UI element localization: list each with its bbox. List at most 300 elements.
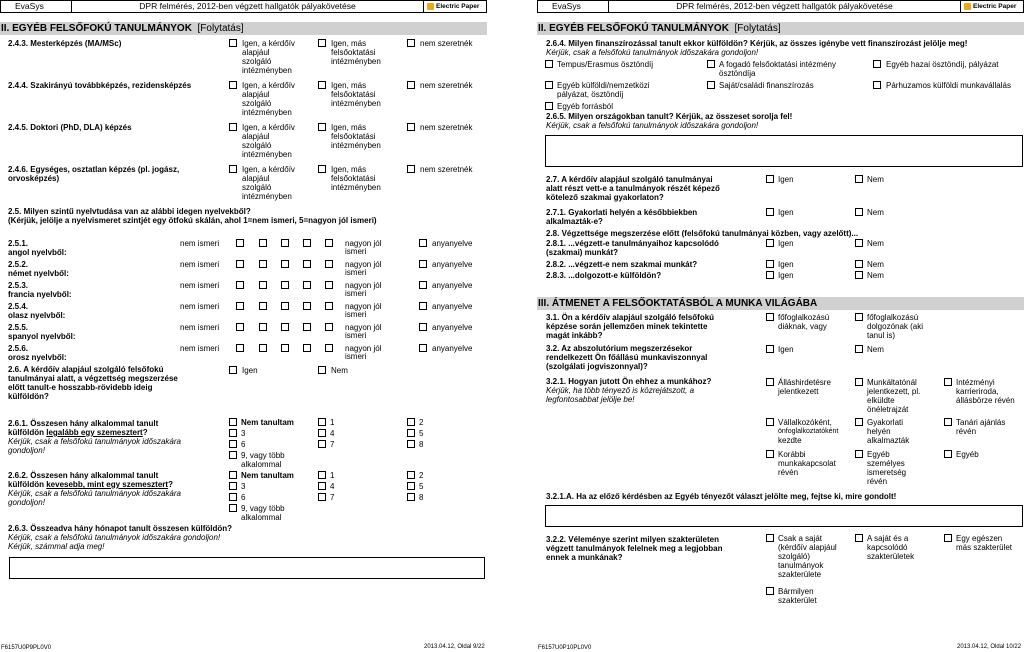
checkbox-prefer-not[interactable] [407,123,415,131]
checkbox-how-h2[interactable] [855,378,863,386]
count-option-label: 5 [419,429,424,438]
scale-checkbox[interactable] [303,260,311,268]
checkbox-how-h5[interactable] [855,418,863,426]
question-3-2-2-label-line2: végzett tanulmányok felelnek meg a legjobban [546,544,723,553]
option-label: Egyéb külföldi/nemzetközi [557,81,650,90]
scale-high-label-line2: ismeri [345,247,367,256]
electric-paper-logo-icon [427,3,434,10]
question-2-7-1-label: 2.7.1. Gyakorlati helyén a későbbiekben [546,208,698,217]
option-label-line2: pályázat, ösztöndíj [557,90,624,99]
native-label: anyanyelve [432,239,473,248]
native-label: anyanyelve [432,344,473,353]
option-label: Bármilyen [778,587,814,596]
checkbox-field-s4[interactable] [766,587,774,595]
scale-low-label: nem ismeri [180,344,220,353]
count-option-label: 3 [241,429,246,438]
countries-input[interactable] [545,135,1023,167]
checkbox-2-6-yes[interactable] [229,366,237,374]
native-label: anyanyelve [432,302,473,311]
option-yes-label: Igen [778,208,794,217]
question-2-8-1-label-line2: (szakmai) munkát? [546,248,619,257]
option-label: szakterületek [867,552,915,561]
option-label: Igen, a kérdőív [242,123,295,132]
count-option-label: 2 [419,418,424,427]
option-label: főfoglalkozású [778,313,830,322]
electric-paper-logo-icon [964,3,971,10]
option-label: karrieriroda, [956,387,999,396]
option-label: állásbörze révén [956,396,1015,405]
checkbox-work-abroad[interactable] [873,81,881,89]
option-label: nem szeretnék [420,81,473,90]
checkbox-how-h6[interactable] [944,418,952,426]
option-no-label: Nem [867,239,884,248]
question-3-2-label: 3.2. Az abszolutórium megszerzésekor [546,344,693,353]
option-label: szolgáló [242,57,272,66]
question-2-6-3-note-line2: Kérjük, számmal adja meg! [8,542,105,551]
footer-date-page: 2013.04.12, Oldal 9/22 [424,644,485,650]
checkbox-family-funding[interactable] [707,81,715,89]
checkbox-prefer-not[interactable] [407,81,415,89]
question-3-1-label-line3: magát inkább? [546,331,603,340]
checkbox-fulltime-worker[interactable] [855,313,863,321]
option-label: jelentkezett, pl. [867,387,921,396]
option-label: révén [778,468,799,477]
option-label: A saját és a [867,534,909,543]
option-label: más szakterület [956,543,1013,552]
native-label: anyanyelve [432,323,473,332]
option-label: intézményben [242,66,292,75]
question-2-6-2-label: 2.6.2. Összesen hány alkalommal tanult [8,471,159,480]
scale-high-label-line2: ismeri [345,268,367,277]
count-checkbox[interactable] [229,471,237,479]
language-number: 2.5.3. [8,281,29,290]
scale-checkbox[interactable] [236,302,244,310]
checkbox-yes[interactable] [766,239,774,247]
language-name: német nyelvből: [8,269,69,278]
option-label: alapjául [242,90,270,99]
checkbox-no[interactable] [855,208,863,216]
language-name: orosz nyelvből: [8,353,67,362]
scale-checkbox[interactable] [281,344,289,352]
checkbox-host-institution[interactable] [707,60,715,68]
language-number: 2.5.1. [8,239,29,248]
count-checkbox[interactable] [318,418,326,426]
question-3-1-label-line2: képzése során jellemzően minek tekintette [546,322,708,331]
option-label: alapjául [242,48,270,57]
option-label: intézményben [331,57,381,66]
scale-checkbox[interactable] [281,302,289,310]
option-label-line3: tanul is) [867,331,896,340]
native-checkbox[interactable] [419,281,427,289]
question-2-8-label: 2.8. Végzettsége megszerzése előtt (felsőfokú tanulmányai közben, vagy azelőtt)... [546,229,859,238]
count-option-label-line2: alkalommal [241,460,282,469]
scale-high-label-line2: ismeri [345,289,367,298]
question-2-7-label-line3: kötelező szakmai gyakorlaton? [546,193,664,202]
scale-checkbox[interactable] [325,260,333,268]
option-label: Korábbi [778,450,806,459]
checkbox-field-s1[interactable] [766,534,774,542]
option-label: Vállalkozóként, [778,418,832,427]
option-label: nem szeretnék [420,123,473,132]
option-label: Egy egészen [956,534,1003,543]
scale-low-label: nem ismeri [180,302,220,311]
option-no-label: Nem [867,260,884,269]
option-label: intézményben [242,192,292,201]
question-2-6-1-label: 2.6.1. Összesen hány alkalommal tanult [8,419,159,428]
count-option-label: 3 [241,482,246,491]
option-label: Igen, más [331,81,367,90]
checkbox-no[interactable] [855,175,863,183]
option-label: alapjául [242,132,270,141]
question-2-6-5-note: Kérjük, csak a felsőfokú tanulmányok időszakára gondoljon! [546,121,759,130]
question-2-6-4-note: Kérjük, csak a felsőfokú tanulmányok időszakára gondoljon! [546,48,759,57]
option-label: Igen, a kérdőív [242,39,295,48]
count-checkbox[interactable] [318,471,326,479]
language-name: angol nyelvből: [8,248,67,257]
question-3-1-label: 3.1. Ön a kérdőív alapjául szolgáló felsőfokú [546,313,715,322]
question-2-8-2-label: 2.8.2. ...végzett-e nem szakmai munkát? [546,260,698,269]
native-label: anyanyelve [432,260,473,269]
option-no-label: Nem [867,271,884,280]
section-heading-3: III. ÁTMENET A FELSŐOKTATÁSBÓL A MUNKA VILÁGÁBA [537,297,1024,310]
question-3-2-2-label-line3: ennek a munkának? [546,553,623,562]
language-number: 2.5.6. [8,344,29,353]
scale-checkbox[interactable] [259,302,267,310]
header-app-name: EvaSys [1,1,72,12]
checkbox-how-h3[interactable] [944,378,952,386]
question-label: 2.4.3. Mesterképzés (MA/MSc) [8,39,122,48]
native-checkbox[interactable] [419,239,427,247]
count-option-label-line2: alkalommal [241,513,282,522]
count-option-label: 9, vagy több [241,504,285,513]
checkbox-tempus-erasmus[interactable] [545,60,553,68]
option-label: szolgáló [242,141,272,150]
checkbox-domestic-grant[interactable] [873,60,881,68]
option-label: Igen, más [331,39,367,48]
option-label: intézményben [331,183,381,192]
count-checkbox[interactable] [407,471,415,479]
option-no-label: Nem [331,366,348,375]
option-label: felsőoktatási [331,132,376,141]
brand-name: Electric Paper [436,3,480,10]
header-app-name: EvaSys [538,1,609,12]
header-survey-title: DPR felmérés, 2012-ben végzett hallgatók pályakövetése [72,1,424,12]
option-label: szakterülete [778,570,822,579]
months-abroad-input[interactable] [9,557,485,579]
option-label: helyén [867,427,891,436]
checkbox-no[interactable] [855,271,863,279]
checkbox-prefer-not[interactable] [407,39,415,47]
checkbox-field-s3[interactable] [944,534,952,542]
checkbox-3-2-no[interactable] [855,345,863,353]
option-label: felsőoktatási [331,174,376,183]
checkbox-yes[interactable] [766,208,774,216]
question-2-6-1-note: Kérjük, csak a felsőfokú tanulmányok időszakára [8,437,181,446]
page-10 [537,0,1024,652]
checkbox-how-h7[interactable] [766,450,774,458]
option-label: elküldte [867,396,895,405]
scale-checkbox[interactable] [236,281,244,289]
scale-checkbox[interactable] [236,323,244,331]
count-checkbox[interactable] [229,482,237,490]
question-3-2-2-label: 3.2.2. Véleménye szerint milyen szakterületen [546,535,719,544]
label-emphasis: kevesebb, mint egy szemesztert [46,480,169,489]
question-label: 2.4.5. Doktori (PhD, DLA) képzés [8,123,132,132]
option-label: ismeretség [867,468,907,477]
scale-checkbox[interactable] [325,281,333,289]
brand-name: Electric Paper [973,3,1017,10]
scale-checkbox[interactable] [325,302,333,310]
scale-checkbox[interactable] [325,323,333,331]
scale-checkbox[interactable] [259,260,267,268]
option-label: Egyéb forrásból [557,102,614,111]
option-label: tanulmányok [778,561,824,570]
option-label: Gyakorlati [867,418,904,427]
footer-form-code: F6157U0P9PL0V0 [1,645,52,651]
header-brand [424,1,486,12]
checkbox-other-institution[interactable] [318,123,326,131]
checkbox-no[interactable] [855,239,863,247]
checkbox-yes[interactable] [766,175,774,183]
checkbox-3-2-yes[interactable] [766,345,774,353]
question-2-5-label: 2.5. Milyen szintű nyelvtudása van az alábbi idegen nyelvekből? [8,207,251,216]
scale-low-label: nem ismeri [180,260,220,269]
label-emphasis: legalább egy szemesztert [46,428,143,437]
count-option-label: 7 [330,493,335,502]
count-option-label: 9, vagy több [241,451,285,460]
option-yes-label: Igen [778,345,794,354]
option-label: intézményben [242,150,292,159]
other-factor-input[interactable] [545,505,1023,527]
option-label: Igen, más [331,165,367,174]
checkbox-yes[interactable] [766,260,774,268]
question-2-6-label-line3: előtt tanult-e hosszabb-rövidebb ideig [8,383,153,392]
question-2-6-label: 2.6. A kérdőív alapjául szolgáló felsőfokú [8,365,164,374]
question-2-7-1-label-line2: alkalmazták-e? [546,217,603,226]
checkbox-field-s2[interactable] [855,534,863,542]
option-yes-label: Igen [242,366,258,375]
scale-low-label: nem ismeri [180,281,220,290]
option-no-label: Nem [867,175,884,184]
count-checkbox[interactable] [229,493,237,501]
option-yes-label: Igen [778,175,794,184]
count-checkbox[interactable] [318,429,326,437]
scale-checkbox[interactable] [303,323,311,331]
scale-checkbox[interactable] [236,239,244,247]
count-checkbox[interactable] [229,418,237,426]
language-name: spanyol nyelvből: [8,332,76,341]
scale-high-label: nagyon jól [345,344,382,353]
scale-checkbox[interactable] [259,239,267,247]
question-2-6-1-label-line2 [8,428,148,437]
native-label: anyanyelve [432,281,473,290]
checkbox-how-h1[interactable] [766,378,774,386]
scale-checkbox[interactable] [303,302,311,310]
option-label: főfoglalkozású [867,313,919,322]
option-label: szolgáló [242,183,272,192]
option-label: Igen, a kérdőív [242,81,295,90]
question-2-6-2-note-line2: gondoljon! [8,498,45,507]
scale-checkbox[interactable] [259,281,267,289]
count-checkbox[interactable] [229,440,237,448]
checkbox-other-institution[interactable] [318,165,326,173]
count-checkbox[interactable] [407,482,415,490]
scale-high-label-line2: ismeri [345,352,367,361]
section-continued: [Folytatás] [197,23,244,34]
label-part: külföldön [8,428,44,437]
checkbox-other-institution[interactable] [318,81,326,89]
checkbox-same-institution[interactable] [229,123,237,131]
count-checkbox[interactable] [318,493,326,501]
native-checkbox[interactable] [419,344,427,352]
question-2-8-3-label: 2.8.3. ...dolgozott-e külföldön? [546,271,662,280]
scale-high-label: nagyon jól [345,260,382,269]
count-checkbox[interactable] [407,429,415,437]
scale-high-label: nagyon jól [345,302,382,311]
scale-checkbox[interactable] [281,239,289,247]
checkbox-foreign-grant[interactable] [545,81,553,89]
count-checkbox[interactable] [407,418,415,426]
count-option-label: Nem tanultam [241,418,294,427]
page-header [537,0,1024,13]
footer-form-code: F6157U0P10PL0V0 [538,645,592,651]
scale-checkbox[interactable] [325,344,333,352]
count-checkbox[interactable] [407,493,415,501]
question-2-6-label-line2: tanulmányai alatt, a végzettség megszerzése [8,374,178,383]
question-3-2-1-label: 3.2.1. Hogyan jutott Ön ehhez a munkához? [546,377,712,386]
checkbox-same-institution[interactable] [229,39,237,47]
language-number: 2.5.2. [8,260,29,269]
question-label-line2: orvosképzés) [8,174,60,183]
option-label: A fogadó felsőoktatási intézmény [719,60,836,69]
checkbox-yes[interactable] [766,271,774,279]
question-3-2-label-line2: rendelkezett Ön főállású munkaviszonnyal [546,353,708,362]
scale-checkbox[interactable] [303,344,311,352]
native-checkbox[interactable] [419,323,427,331]
count-checkbox[interactable] [229,504,237,512]
checkbox-2-6-no[interactable] [318,366,326,374]
option-label: Egyéb [956,450,979,459]
scale-checkbox[interactable] [325,239,333,247]
checkbox-same-institution[interactable] [229,165,237,173]
option-label: szakterület [778,596,817,605]
native-checkbox[interactable] [419,302,427,310]
option-label: személyes [867,459,905,468]
count-checkbox[interactable] [318,440,326,448]
option-label: alkalmazták [867,436,910,445]
checkbox-same-institution[interactable] [229,81,237,89]
option-label: Intézményi [956,378,995,387]
header-brand [961,1,1023,12]
option-label-line2: ösztöndíja [719,69,756,78]
scale-checkbox[interactable] [236,344,244,352]
checkbox-no[interactable] [855,260,863,268]
scale-high-label-line2: ismeri [345,310,367,319]
checkbox-how-h9[interactable] [944,450,952,458]
option-label: intézményben [331,99,381,108]
count-option-label: 8 [419,493,424,502]
option-label: jelentkezett [778,387,819,396]
language-number: 2.5.5. [8,323,29,332]
option-label: (kérdőív alapjául [778,543,837,552]
page-9 [0,0,487,652]
section-heading [537,22,1024,35]
checkbox-other-institution[interactable] [318,39,326,47]
count-checkbox[interactable] [318,482,326,490]
language-number: 2.5.4. [8,302,29,311]
checkbox-other-source[interactable] [545,102,553,110]
question-2-6-5-label: 2.6.5. Milyen országokban tanult? Kérjük, az összeset sorolja fel! [546,112,793,121]
count-checkbox[interactable] [229,451,237,459]
scale-checkbox[interactable] [281,323,289,331]
option-label: munkakapcsolat [778,459,836,468]
section-continued: [Folytatás] [734,23,781,34]
option-label: révén [956,427,977,436]
count-option-label: 1 [330,418,335,427]
question-2-6-3-note: Kérjük, csak a felsőfokú tanulmányok időszakára gondoljon! [8,533,221,542]
scale-checkbox[interactable] [259,344,267,352]
option-label: Párhuzamos külföldi munkavállalás [886,81,1011,90]
page-header [0,0,487,13]
option-label: nem szeretnék [420,39,473,48]
question-3-2-1-a-label: 3.2.1.A. Ha az előző kérdésben az Egyéb tényezőt választ jelölte meg, fejtse ki, mire gondolt! [546,492,897,501]
option-yes-label: Igen [778,239,794,248]
scale-checkbox[interactable] [281,260,289,268]
option-label: Igen, a kérdőív [242,165,295,174]
option-label-line2: diáknak, vagy [778,322,827,331]
question-2-7-label-line2: alatt részt vett-e a tanulmányok részét képező [546,184,720,193]
scale-checkbox[interactable] [259,323,267,331]
scale-checkbox[interactable] [303,281,311,289]
question-3-2-label-line3: (szolgálati jogviszonnyal)? [546,362,648,371]
checkbox-prefer-not[interactable] [407,165,415,173]
checkbox-how-h8[interactable] [855,450,863,458]
section-title: II. EGYÉB FELSŐFOKÚ TANULMÁNYOK [538,23,729,34]
question-2-5-instruction: (Kérjük, jelölje a nyelvismeret szintjét egy ötfokú skálán, ahol 1=nem ismeri, 5=nagyon jól ismeri) [8,216,377,225]
label-part: ? [142,428,148,437]
option-label: kezdte [778,436,802,445]
checkbox-fulltime-student[interactable] [766,313,774,321]
option-no-label: Nem [867,208,884,217]
count-option-label: 4 [330,482,335,491]
checkbox-how-h4[interactable] [766,418,774,426]
scale-checkbox[interactable] [281,281,289,289]
option-label: kapcsolódó [867,543,908,552]
option-label: felsőoktatási [331,90,376,99]
scale-checkbox[interactable] [236,260,244,268]
scale-low-label: nem ismeri [180,239,220,248]
native-checkbox[interactable] [419,260,427,268]
option-label: Munkáltatónál [867,378,917,387]
option-label: Egyéb hazai ösztöndíj, pályázat [886,60,999,69]
count-option-label: 8 [419,440,424,449]
option-yes-label: Igen [778,271,794,280]
scale-checkbox[interactable] [303,239,311,247]
language-name: olasz nyelvből: [8,311,66,320]
question-label: 2.4.6. Egységes, osztatlan képzés (pl. jogász, [8,165,180,174]
label-part: ? [168,480,173,489]
question-2-6-1-note-line2: gondoljon! [8,446,45,455]
count-option-label: Nem tanultam [241,471,294,480]
count-checkbox[interactable] [229,429,237,437]
count-option-label: 1 [330,471,335,480]
option-label: Igen, más [331,123,367,132]
option-no-label: Nem [867,345,884,354]
section-title: II. EGYÉB FELSŐFOKÚ TANULMÁNYOK [1,23,192,34]
option-label: önéletrajzát [867,405,909,414]
header-survey-title: DPR felmérés, 2012-ben végzett hallgatók pályakövetése [609,1,961,12]
count-checkbox[interactable] [407,440,415,448]
